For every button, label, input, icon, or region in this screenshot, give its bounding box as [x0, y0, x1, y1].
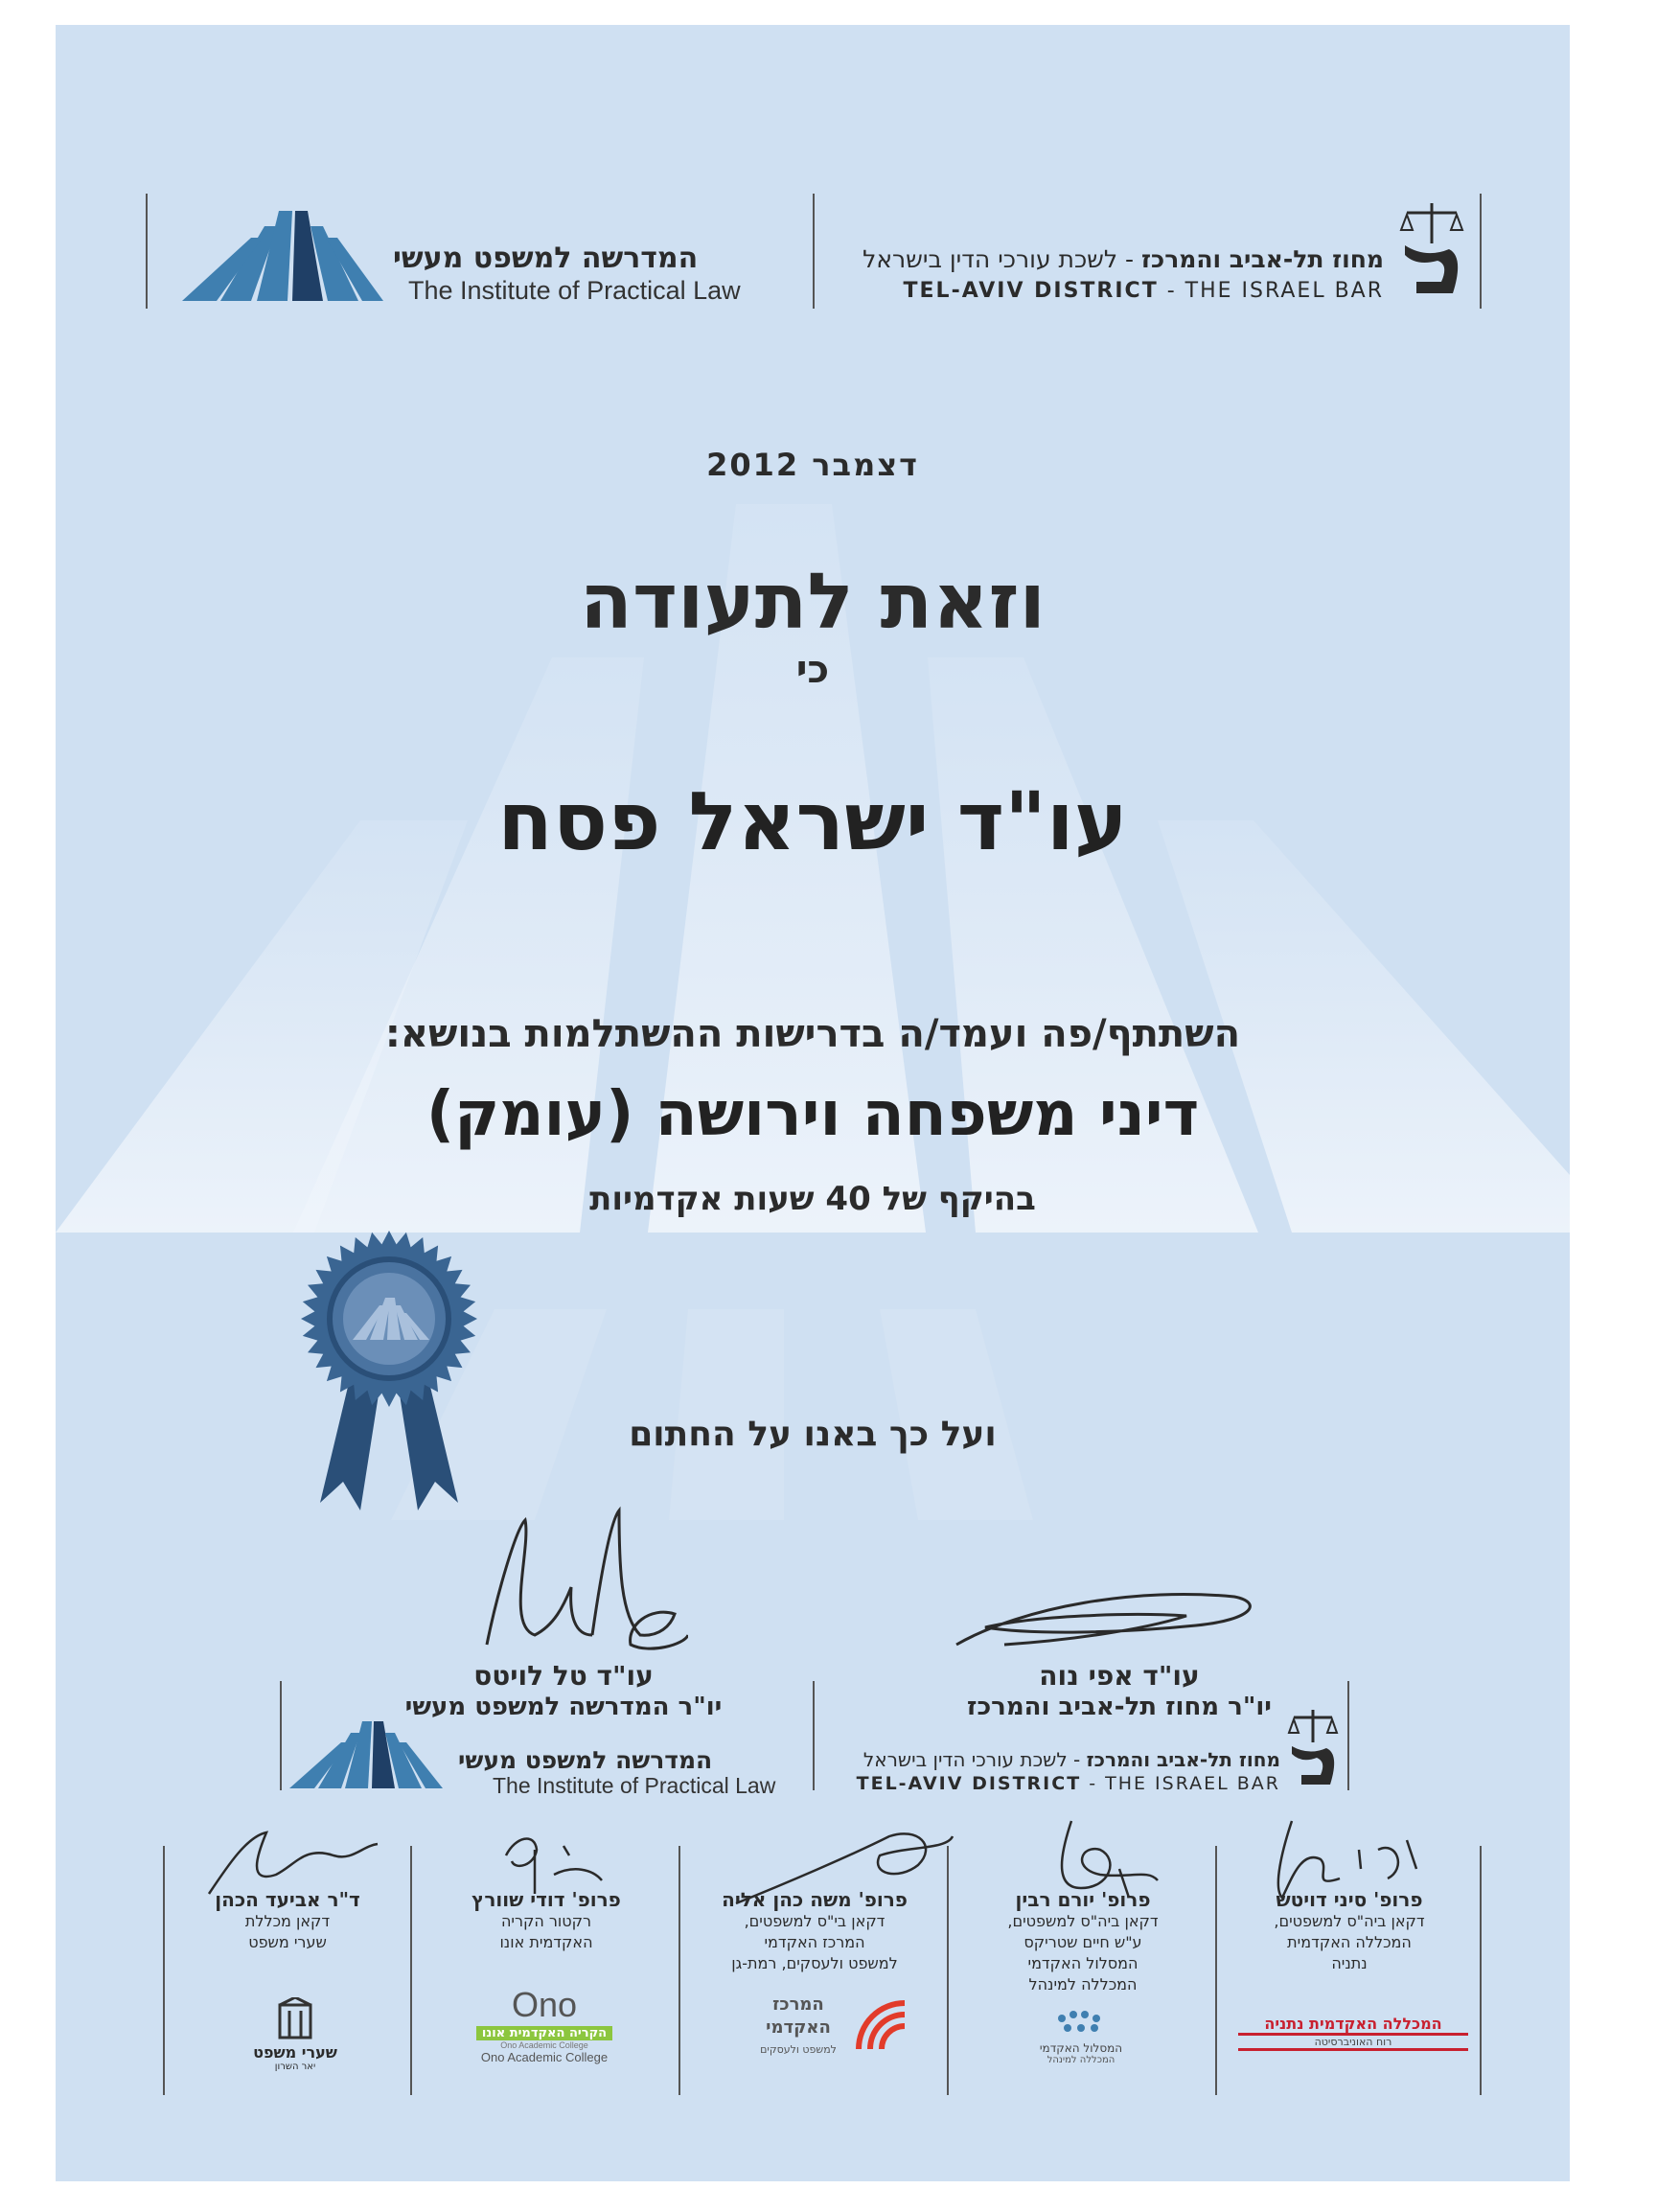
seal-text: ועל כך באנו על החתום: [629, 1415, 997, 1454]
footer-institute-en: The Institute of Practical Law: [493, 1773, 776, 1798]
header-rule-left: [146, 194, 148, 309]
dean-4-line-2: ע"ש חיים שטריקס: [1024, 1933, 1142, 1951]
dean-3-line-1: דקאן בי"ס למשפטים,: [744, 1912, 886, 1930]
footer-bar-en-bold: TEL-AVIV DISTRICT: [856, 1773, 1082, 1794]
course-hours: בהיקף של 40 שעות אקדמיות: [589, 1180, 1036, 1218]
signatory-left-name: עו"ד טל לויטס: [473, 1660, 654, 1692]
ono-logo-en: Ono Academic College: [480, 2050, 609, 2064]
footer-bar-he-bold: מחוז תל-אביב והמרכז: [1086, 1748, 1280, 1771]
footer-israel-bar-emblem-icon: [1286, 1706, 1340, 1788]
bar-he-bold: מחוז תל-אביב והמרכז: [1141, 245, 1384, 273]
signature-levits-icon: [458, 1491, 688, 1664]
academic-track-text: המסלול האקדמי: [1039, 2041, 1123, 2055]
academic-center-text: המרכז האקדמי: [766, 1994, 831, 2038]
footer-rule-right: [1347, 1681, 1349, 1790]
signal-arcs-icon: [851, 1995, 908, 2053]
participation-text: השתתף/פה ועמד/ה בדרישות ההשתלמות בנושא:: [384, 1012, 1241, 1056]
header-rule-right: [1480, 194, 1482, 309]
institute-logo-icon: [182, 205, 383, 311]
signature-naveh-icon: [947, 1578, 1263, 1664]
ono-logo: [458, 1985, 631, 2064]
header-bar-he: [847, 245, 1384, 273]
footer-rule-left: [280, 1681, 282, 1790]
ono-logo-text: Ono: [511, 1985, 578, 2024]
ono-logo-sub: הקריה האקדמית אונו: [476, 2026, 612, 2040]
dean-card-5: [1223, 1888, 1476, 1974]
signatory-right-name: עו"ד אפי נוה: [1039, 1660, 1200, 1692]
academic-center-logo: [726, 1990, 918, 2066]
certificate-date: דצמבר 2012: [706, 447, 919, 483]
dean-card-3: [688, 1888, 941, 1974]
footer-institute-logo-icon: [289, 1717, 443, 1794]
dean-5-name: פרופ' סיני דויטש: [1276, 1888, 1423, 1911]
dean-2-name: פרופ' דודי שוורץ: [472, 1888, 621, 1911]
deans-rule-2: [410, 1846, 412, 2095]
header-bar-en: [847, 279, 1384, 303]
gate-icon: [276, 1997, 314, 2039]
shaarei-logo-text: שערי משפט: [253, 2043, 337, 2062]
certificate-sheet: [56, 25, 1570, 2181]
dean-1-line-2: שערי משפט: [248, 1933, 327, 1951]
academic-center-sub: למשפט ולעסקים: [760, 2043, 837, 2056]
shaarei-mishpat-logo: [228, 1997, 362, 2072]
netanya-logo: [1238, 2015, 1468, 2051]
netanya-logo-sub: רוח האוניברסיטה: [1238, 2033, 1468, 2051]
dean-4-name: פרופ' יורם רבין: [1015, 1888, 1151, 1911]
dots-cluster-icon: [1052, 2009, 1110, 2038]
dean-2-line-1: רקטור הקריה: [500, 1912, 592, 1930]
deans-rule-1: [163, 1846, 165, 2095]
footer-bar-en: [830, 1773, 1280, 1794]
dean-4-line-3: המסלול האקדמי: [1027, 1954, 1138, 1972]
dean-2-line-2: האקדמית אונו: [499, 1933, 593, 1951]
footer-bar-he-rest: - לשכת עורכי הדין בישראל: [862, 1748, 1087, 1771]
dean-card-2: [420, 1888, 673, 1953]
dean-5-line-1: דקאן ביה"ס למשפטים,: [1274, 1912, 1425, 1930]
bar-en-rest: - THE ISRAEL BAR: [1158, 279, 1384, 303]
dean-5-line-3: נתניה: [1331, 1954, 1368, 1972]
deans-rule-3: [678, 1846, 680, 2095]
ono-logo-en-small: Ono Academic College: [500, 2040, 588, 2050]
dean-4-line-1: דקאן ביה"ס למשפטים,: [1007, 1912, 1159, 1930]
dean-4-line-4: המכללה למינהל: [1028, 1975, 1138, 1993]
dean-1-line-1: דקאן מכללת: [244, 1912, 331, 1930]
dean-3-line-3: למשפט ולעסקים, רמת-גן: [731, 1954, 898, 1972]
deans-rule-5: [1215, 1846, 1217, 2095]
dean-card-4: [956, 1888, 1209, 1995]
signatory-right-role: יו"ר מחוז תל-אביב והמרכז: [967, 1693, 1272, 1721]
israel-bar-emblem-icon: [1397, 197, 1466, 297]
header-institute-he: המדרשה למשפט מעשי: [393, 242, 699, 275]
certificate-title: וזאת לתעודה: [579, 557, 1046, 646]
dean-3-line-2: המרכז האקדמי: [764, 1933, 865, 1951]
academic-track-sub: המכללה למינהל: [1046, 2055, 1116, 2065]
shaarei-logo-sub: יאר השרון: [274, 2062, 316, 2072]
footer-bar-he: [830, 1748, 1280, 1771]
course-title: דיני משפחה וירושה (עומק): [426, 1079, 1200, 1150]
footer-institute-he: המדרשה למשפט מעשי: [458, 1746, 713, 1774]
dean-1-name: ד"ר אביעד הכהן: [215, 1888, 360, 1911]
rosette-seal-icon: [293, 1223, 485, 1530]
bar-he-rest: - לשכת עורכי הדין בישראל: [862, 245, 1142, 273]
dean-5-line-2: המכללה האקדמית: [1287, 1933, 1412, 1951]
deans-rule-6: [1480, 1846, 1482, 2095]
footer-rule-middle: [813, 1681, 815, 1790]
signatory-left-role: יו"ר המדרשה למשפט מעשי: [404, 1693, 723, 1721]
dean-3-name: פרופ' משה כהן אליה: [722, 1888, 908, 1911]
recipient-name: עו"ד ישראל פסח: [497, 774, 1128, 868]
bar-en-bold: TEL-AVIV DISTRICT: [903, 279, 1159, 303]
dean-card-1: [171, 1888, 404, 1953]
footer-bar-en-rest: - THE ISRAEL BAR: [1081, 1773, 1280, 1794]
header-institute-en: The Institute of Practical Law: [408, 276, 741, 305]
netanya-logo-text: המכללה האקדמית נתניה: [1264, 2015, 1442, 2033]
header-rule-middle: [813, 194, 815, 309]
academic-track-logo: [1004, 2009, 1158, 2065]
certificate-subtitle: כי: [795, 648, 830, 692]
